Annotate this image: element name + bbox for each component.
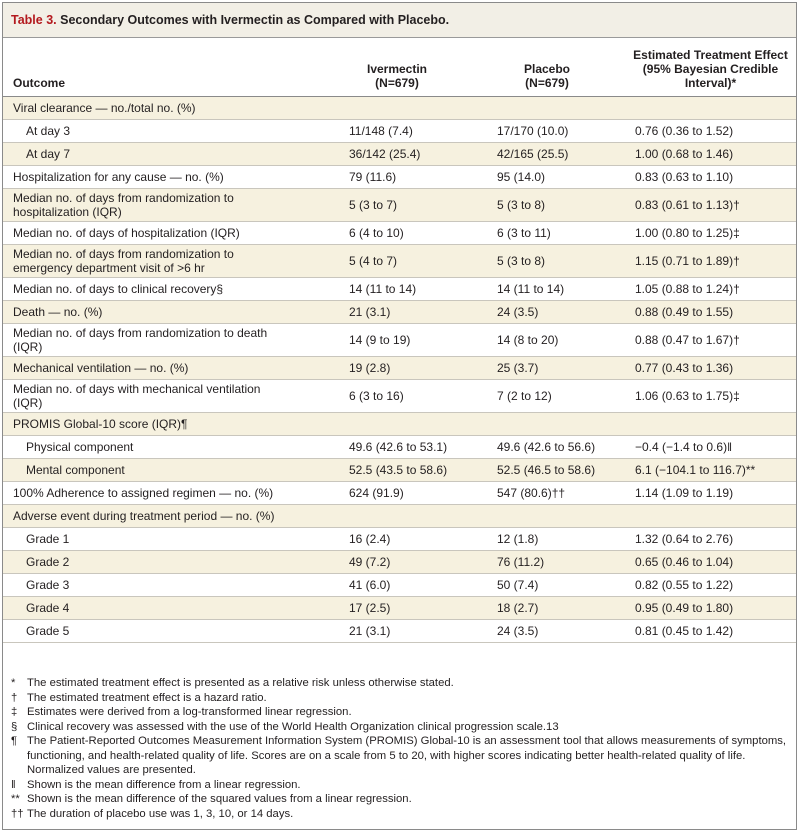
- footnote: [3, 676, 796, 691]
- table-row: [3, 436, 796, 459]
- header-treatment-effect: [625, 37, 796, 97]
- ivermectin-value: 11/148 (7.4): [325, 120, 469, 143]
- treatment-effect-value: 0.88 (0.49 to 1.55): [625, 301, 796, 324]
- outcome-label-line: Grade 1: [26, 532, 70, 546]
- footnote: [3, 807, 796, 822]
- outcome-label-line: Median no. of days of hospitalization (IQR): [13, 226, 240, 240]
- treatment-effect-value: 0.83 (0.61 to 1.13)†: [625, 189, 796, 222]
- header-line: (N=679): [525, 76, 569, 90]
- placebo-value: 42/165 (25.5): [469, 143, 625, 166]
- placebo-value: 5 (3 to 8): [469, 189, 625, 222]
- outcome-label: [3, 166, 325, 189]
- footnote-text: Shown is the mean difference from a linear regression.: [27, 778, 301, 791]
- treatment-effect-value: [625, 505, 796, 528]
- ivermectin-value: 5 (4 to 7): [325, 245, 469, 278]
- table-row: [3, 278, 796, 301]
- footnote: [3, 778, 796, 793]
- treatment-effect-value: 0.81 (0.45 to 1.42): [625, 620, 796, 643]
- treatment-effect-value: 1.00 (0.68 to 1.46): [625, 143, 796, 166]
- footnote-mark: ‖: [11, 778, 16, 791]
- footnote-mark: *: [11, 677, 16, 689]
- table-row: [3, 143, 796, 166]
- table-row: [3, 97, 796, 120]
- outcome-label: [3, 551, 325, 574]
- header-line: Ivermectin: [366, 62, 428, 76]
- ivermectin-value: 624 (91.9): [325, 482, 469, 505]
- treatment-effect-value: 1.06 (0.63 to 1.75)‡: [625, 380, 796, 413]
- outcome-label: [3, 482, 325, 505]
- outcome-label-line: Grade 2: [26, 555, 70, 569]
- footnote-text: The estimated treatment effect is a hazard ratio.: [27, 691, 267, 704]
- footnote-mark: §: [11, 720, 18, 733]
- outcome-label-line: Median no. of days from randomization to death: [13, 326, 268, 340]
- treatment-effect-value: 1.14 (1.09 to 1.19): [625, 482, 796, 505]
- table-title: [11, 13, 449, 27]
- placebo-value: 25 (3.7): [469, 357, 625, 380]
- table-row: [3, 324, 796, 357]
- treatment-effect-value: 6.1 (−104.1 to 116.7)**: [625, 459, 796, 482]
- ivermectin-value: 49.6 (42.6 to 53.1): [325, 436, 469, 459]
- treatment-effect-value: 1.00 (0.80 to 1.25)‡: [625, 222, 796, 245]
- placebo-value: 6 (3 to 11): [469, 222, 625, 245]
- ivermectin-value: 21 (3.1): [325, 301, 469, 324]
- placebo-value: 18 (2.7): [469, 597, 625, 620]
- table-row: [3, 166, 796, 189]
- outcome-label-line: hospitalization (IQR): [13, 205, 122, 219]
- ivermectin-value: 14 (9 to 19): [325, 324, 469, 357]
- outcomes-table: [3, 37, 796, 643]
- placebo-value: 14 (11 to 14): [469, 278, 625, 301]
- placebo-value: 5 (3 to 8): [469, 245, 625, 278]
- placebo-value: 49.6 (42.6 to 56.6): [469, 436, 625, 459]
- outcome-label: [3, 528, 325, 551]
- table-row: [3, 413, 796, 436]
- treatment-effect-value: [625, 97, 796, 120]
- placebo-value: 24 (3.5): [469, 301, 625, 324]
- table-caption: Secondary Outcomes with Ivermectin as Compared with Placebo.: [60, 13, 450, 27]
- outcome-label-line: Hospitalization for any cause — no. (%): [13, 170, 224, 184]
- outcome-label-line: PROMIS Global-10 score (IQR)¶: [13, 417, 188, 431]
- table-row: [3, 528, 796, 551]
- outcome-label: [3, 324, 325, 357]
- placebo-value: 17/170 (10.0): [469, 120, 625, 143]
- footnote-mark: ††: [11, 807, 24, 820]
- treatment-effect-value: 0.65 (0.46 to 1.04): [625, 551, 796, 574]
- outcome-label: [3, 97, 325, 120]
- footnote-text: Estimates were derived from a log-transformed linear regression.: [27, 706, 352, 718]
- ivermectin-value: 49 (7.2): [325, 551, 469, 574]
- outcome-label-line: Mechanical ventilation — no. (%): [13, 361, 189, 375]
- treatment-effect-value: 1.32 (0.64 to 2.76): [625, 528, 796, 551]
- ivermectin-value: 17 (2.5): [325, 597, 469, 620]
- ivermectin-value: 79 (11.6): [325, 166, 469, 189]
- treatment-effect-value: 0.76 (0.36 to 1.52): [625, 120, 796, 143]
- table-row: [3, 620, 796, 643]
- header-line: Estimated Treatment Effect: [633, 48, 788, 62]
- footnote-mark: †: [11, 691, 18, 704]
- outcome-label-line: Median no. of days from randomization to: [13, 191, 234, 205]
- footnote-mark: ¶: [11, 735, 18, 747]
- header-line: Outcome: [13, 76, 66, 90]
- treatment-effect-value: 0.88 (0.47 to 1.67)†: [625, 324, 796, 357]
- outcome-label: [3, 120, 325, 143]
- outcome-label: [3, 459, 325, 482]
- table-row: [3, 482, 796, 505]
- outcome-label-line: emergency department visit of >6 hr: [13, 261, 205, 275]
- placebo-value: 76 (11.2): [469, 551, 625, 574]
- outcome-label-line: 100% Adherence to assigned regimen — no. (%): [13, 486, 274, 500]
- footnote: [3, 734, 796, 778]
- outcome-label-line: Mental component: [26, 463, 125, 477]
- table-row: [3, 597, 796, 620]
- footnote-mark: **: [11, 793, 20, 805]
- outcome-label-line: At day 7: [26, 147, 71, 161]
- outcome-label-line: Grade 4: [26, 601, 70, 615]
- table-row: [3, 505, 796, 528]
- outcome-label-line: Median no. of days to clinical recovery§: [13, 282, 224, 296]
- header-ivermectin: [325, 37, 469, 97]
- ivermectin-value: [325, 505, 469, 528]
- treatment-effect-value: −0.4 (−1.4 to 0.6)‖: [625, 436, 796, 459]
- placebo-value: [469, 97, 625, 120]
- ivermectin-value: 16 (2.4): [325, 528, 469, 551]
- footnote-text: The duration of placebo use was 1, 3, 10, or 14 days.: [27, 807, 294, 820]
- outcome-label: [3, 278, 325, 301]
- placebo-value: [469, 413, 625, 436]
- table-row: [3, 301, 796, 324]
- outcome-label: [3, 597, 325, 620]
- treatment-effect-value: [625, 413, 796, 436]
- ivermectin-value: 52.5 (43.5 to 58.6): [325, 459, 469, 482]
- table-body: [3, 97, 796, 643]
- outcome-label: [3, 222, 325, 245]
- outcome-label-line: At day 3: [26, 124, 71, 138]
- header-line: (95% Bayesian Credible: [642, 62, 779, 76]
- outcome-label: [3, 301, 325, 324]
- footnote: [3, 691, 796, 706]
- outcome-label: [3, 380, 325, 413]
- header-outcome: [3, 37, 325, 97]
- ivermectin-value: 36/142 (25.4): [325, 143, 469, 166]
- table-row: [3, 120, 796, 143]
- header-line: Interval)*: [684, 76, 737, 90]
- outcome-label: [3, 436, 325, 459]
- footnote: [3, 705, 796, 720]
- footnotes: [3, 668, 796, 821]
- footnote-text: Clinical recovery was assessed with the use of the World Health Organization clinical progression scale.13: [27, 720, 559, 733]
- outcome-label-line: Grade 5: [26, 624, 70, 638]
- footnote-text: Shown is the mean difference of the squared values from a linear regression.: [27, 793, 412, 805]
- outcome-label-line: Median no. of days from randomization to: [13, 247, 234, 261]
- outcome-label-line: (IQR): [13, 340, 43, 354]
- outcome-label: [3, 189, 325, 222]
- treatment-effect-value: 1.15 (0.71 to 1.89)†: [625, 245, 796, 278]
- table-row: [3, 222, 796, 245]
- header-line: Placebo: [523, 62, 571, 76]
- outcome-label-line: Physical component: [26, 440, 134, 454]
- outcome-label-line: Median no. of days with mechanical ventilation: [13, 382, 261, 396]
- ivermectin-value: 41 (6.0): [325, 574, 469, 597]
- footnote-text: The estimated treatment effect is presented as a relative risk unless otherwise stated.: [27, 677, 454, 689]
- header-row: [3, 37, 796, 97]
- placebo-value: 95 (14.0): [469, 166, 625, 189]
- ivermectin-value: [325, 413, 469, 436]
- outcome-label: [3, 245, 325, 278]
- placebo-value: 24 (3.5): [469, 620, 625, 643]
- ivermectin-value: [325, 97, 469, 120]
- header-placebo: [469, 37, 625, 97]
- placebo-value: 12 (1.8): [469, 528, 625, 551]
- treatment-effect-value: 0.77 (0.43 to 1.36): [625, 357, 796, 380]
- table-row: [3, 574, 796, 597]
- placebo-value: 52.5 (46.5 to 58.6): [469, 459, 625, 482]
- placebo-value: 547 (80.6)††: [469, 482, 625, 505]
- ivermectin-value: 21 (3.1): [325, 620, 469, 643]
- table-row: [3, 380, 796, 413]
- ivermectin-value: 14 (11 to 14): [325, 278, 469, 301]
- footnote: [3, 792, 796, 807]
- placebo-value: 50 (7.4): [469, 574, 625, 597]
- table-row: [3, 357, 796, 380]
- treatment-effect-value: 0.83 (0.63 to 1.10): [625, 166, 796, 189]
- outcome-label-line: Viral clearance — no./total no. (%): [13, 101, 196, 115]
- table-title-bar: [3, 3, 796, 38]
- table-row: [3, 459, 796, 482]
- ivermectin-value: 19 (2.8): [325, 357, 469, 380]
- outcome-label: [3, 574, 325, 597]
- ivermectin-value: 5 (3 to 7): [325, 189, 469, 222]
- ivermectin-value: 6 (4 to 10): [325, 222, 469, 245]
- outcome-label-line: Adverse event during treatment period — no. (%): [13, 509, 275, 523]
- outcome-label: [3, 505, 325, 528]
- treatment-effect-value: 1.05 (0.88 to 1.24)†: [625, 278, 796, 301]
- table-frame: [2, 2, 797, 830]
- outcome-label: [3, 357, 325, 380]
- outcome-label: [3, 413, 325, 436]
- placebo-value: 14 (8 to 20): [469, 324, 625, 357]
- outcome-label-line: (IQR): [13, 396, 43, 410]
- outcome-label-line: Grade 3: [26, 578, 70, 592]
- table-row: [3, 189, 796, 222]
- table-number: Table 3.: [11, 13, 57, 27]
- ivermectin-value: 6 (3 to 16): [325, 380, 469, 413]
- footnote: [3, 720, 796, 735]
- outcome-label: [3, 143, 325, 166]
- placebo-value: [469, 505, 625, 528]
- outcome-label: [3, 620, 325, 643]
- table-row: [3, 551, 796, 574]
- treatment-effect-value: 0.95 (0.49 to 1.80): [625, 597, 796, 620]
- outcome-label-line: Death — no. (%): [13, 305, 103, 319]
- header-line: (N=679): [375, 76, 419, 90]
- placebo-value: 7 (2 to 12): [469, 380, 625, 413]
- footnote-text: The Patient-Reported Outcomes Measurement Information System (PROMIS) Global-10 is an assessment tool that allows measurements of symptoms, functioning, and health-related quality of life. Scores are on a scale from 5 to 20, with higher scores indicating better health-related quality of life. Normalized values are presented.: [27, 735, 787, 776]
- table-row: [3, 245, 796, 278]
- footnote-mark: ‡: [11, 706, 18, 718]
- treatment-effect-value: 0.82 (0.55 to 1.22): [625, 574, 796, 597]
